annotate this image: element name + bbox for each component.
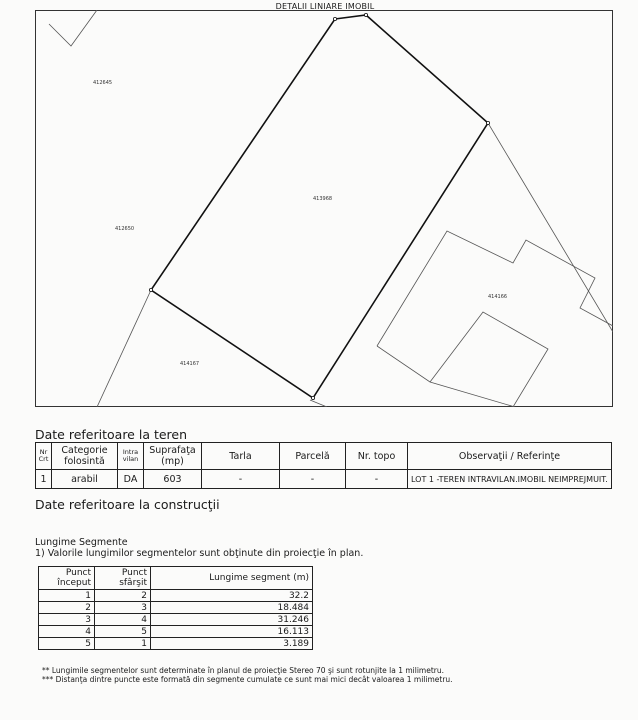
- building-inner: [430, 312, 548, 407]
- note-rounding: ** Lungimile segmentelor sunt determinate în planul de proiecţie Stereo 70 şi sunt rotunjite la 1 milimetru.: [42, 666, 444, 675]
- segment-row: [39, 602, 313, 614]
- segment-start-cell: 4: [39, 626, 95, 638]
- segment-start-cell: 5: [39, 638, 95, 650]
- header-lungime: Lungime segment (m): [151, 567, 313, 590]
- teren-header-row: [36, 443, 612, 470]
- parcel-label-412645: 412645: [93, 80, 113, 86]
- segment-length-cell: 16.113: [151, 626, 313, 638]
- header-categorie: Categorie folosintă: [52, 443, 118, 470]
- cell-categorie: arabil: [52, 470, 118, 489]
- parcel-label-413968: 413968: [313, 196, 333, 202]
- teren-table: [35, 442, 612, 489]
- segment-end-cell: 4: [95, 614, 151, 626]
- segments-title: Lungime Segmente: [35, 537, 128, 548]
- teren-data-row: [36, 470, 612, 489]
- segment-length-cell: 31.246: [151, 614, 313, 626]
- header-intravilan: Intra vilan: [118, 443, 144, 470]
- segments-table: [38, 566, 313, 650]
- parcel-label-412650: 412650: [115, 226, 135, 232]
- building-outline-right: [377, 231, 613, 346]
- constructii-section-title: Date referitoare la construcţii: [35, 497, 220, 512]
- segments-header-row: [39, 567, 313, 590]
- segment-row: [39, 614, 313, 626]
- header-tarla: Tarla: [202, 443, 280, 470]
- segment-end-cell: 1: [95, 638, 151, 650]
- vertex-3: [486, 121, 489, 124]
- parcel-vertices: [149, 13, 489, 399]
- cell-topo: -: [346, 470, 408, 489]
- segment-end-cell: 3: [95, 602, 151, 614]
- segment-end-cell: 2: [95, 590, 151, 602]
- boundary-bottom: [310, 400, 327, 407]
- cell-tarla: -: [202, 470, 280, 489]
- segment-start-cell: 3: [39, 614, 95, 626]
- vertex-1: [333, 17, 336, 20]
- segments-body: [39, 590, 313, 650]
- segment-start-cell: 1: [39, 590, 95, 602]
- plan-frame: [36, 11, 613, 407]
- header-punct-sfarsit: Punct sfârşit: [95, 567, 151, 590]
- main-parcel-outline: [151, 15, 488, 398]
- building-outline-bottom: [377, 346, 515, 407]
- parcel-label-414166: 414166: [488, 294, 508, 300]
- neighbour-boundaries: [49, 10, 613, 407]
- segments-subtitle: 1) Valorile lungimilor segmentelor sunt obţinute din proiecţie în plan.: [35, 548, 364, 559]
- cell-intravilan: DA: [118, 470, 144, 489]
- header-parcela: Parcelă: [280, 443, 346, 470]
- header-topo: Nr. topo: [346, 443, 408, 470]
- boundary-top-left: [49, 10, 97, 46]
- segment-end-cell: 5: [95, 626, 151, 638]
- parcel-label-414167: 414167: [180, 361, 200, 367]
- header-observatii: Observaţii / Referinţe: [408, 443, 612, 470]
- vertex-5: [149, 288, 152, 291]
- boundary-right: [488, 123, 613, 332]
- header-punct-inceput: Punct început: [39, 567, 95, 590]
- segment-row: [39, 626, 313, 638]
- cadastral-plan-drawing: [35, 10, 613, 407]
- header-suprafata: Suprafaţa (mp): [144, 443, 202, 470]
- vertex-2: [364, 13, 367, 16]
- cell-suprafata: 603: [144, 470, 202, 489]
- segment-length-cell: 3.189: [151, 638, 313, 650]
- boundary-left-bottom: [97, 290, 151, 407]
- cell-observatii: LOT 1 -TEREN INTRAVILAN.IMOBIL NEIMPREJMUIT.: [408, 470, 612, 489]
- teren-section-title: Date referitoare la teren: [35, 427, 188, 442]
- segment-row: [39, 638, 313, 650]
- header-nr: Nr Crt: [36, 443, 52, 470]
- cadastral-plan: [35, 10, 613, 407]
- segment-length-cell: 18.484: [151, 602, 313, 614]
- plan-title: DETALII LINIARE IMOBIL: [275, 2, 375, 11]
- cell-parcela: -: [280, 470, 346, 489]
- segment-start-cell: 2: [39, 602, 95, 614]
- segment-row: [39, 590, 313, 602]
- segment-length-cell: 32.2: [151, 590, 313, 602]
- note-distance: *** Distanţa dintre puncte este formată din segmente cumulate ce sunt mai mici decât valoarea 1 milimetru.: [42, 675, 453, 684]
- vertex-4: [311, 396, 314, 399]
- cell-nr: 1: [36, 470, 52, 489]
